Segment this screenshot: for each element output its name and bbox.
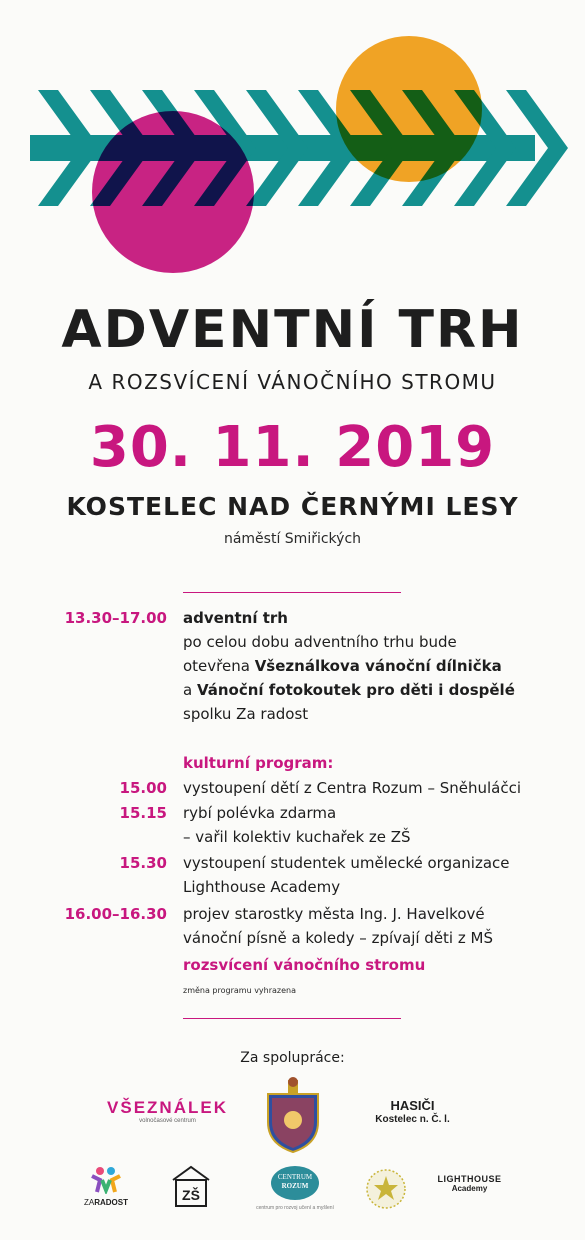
program-item-line: vystoupení dětí z Centra Rozum – Sněhuláčci [183,779,521,797]
hasici-logo-text: HASIČI [390,1098,435,1113]
lighthouse-logo [432,1174,507,1193]
text-span: CENTRUM [277,1173,313,1181]
cultural-program-heading: kulturní program: [183,754,334,772]
program-item-time: 16.00–16.30 [64,905,167,923]
hasici-logo [360,1098,465,1125]
star-badge-icon [365,1168,407,1210]
magenta-circle [92,111,254,273]
program-line [183,678,578,702]
program-item-description [183,801,578,849]
workshop-name: Všeználkova vánoční dílnička [254,657,502,675]
vseznalek-logo-text: VŠEZNÁLEK [107,1098,228,1117]
program-note: změna programu vyhrazena [183,986,297,995]
coat-of-arms-icon [262,1076,324,1154]
centrum-rozum-sub: centrum pro rozvoj učení a myšlení [256,1205,334,1211]
lighthouse-logo-text: LIGHTHOUSE [437,1174,502,1184]
hasici-logo-sub: Kostelec n. Č. l. [375,1114,450,1125]
school-logo-text: ZŠ [182,1187,200,1203]
partners-title: Za spolupráce: [240,1050,345,1066]
school-icon [170,1164,212,1210]
zaradost-logo [80,1166,132,1207]
text-span: ROZUM [281,1182,309,1190]
program-line [183,654,578,678]
program-item-line: vystoupení studentek umělecké organizace [183,854,510,872]
program-item-line: projev starostky města Ing. J. Havelkové [183,905,485,923]
program-item-time: 15.00 [119,779,167,797]
program-item-description [183,902,578,950]
program-item-line: rybí polévka zdarma [183,804,337,822]
lighthouse-logo-sub: Academy [451,1184,488,1193]
program-item-time: 15.30 [119,854,167,872]
event-place: náměstí Smiřických [223,531,362,547]
event-town: KOSTELEC NAD ČERNÝMI LESY [66,492,519,521]
photo-corner-name: Vánoční fotokoutek pro děti i dospělé [196,681,515,699]
program-item-description [183,851,578,899]
program-finale: rozsvícení vánočního stromu [183,956,426,974]
program-item-line: vánoční písně a koledy – zpívají děti z MŠ [183,929,493,947]
text-span: a [183,681,197,699]
divider-bottom [183,1018,401,1019]
header-artwork [0,0,585,290]
event-date: 30. 11. 2019 [89,415,496,480]
text-span: otevřena [183,657,255,675]
program-item-line: Lighthouse Academy [183,878,341,896]
vseznalek-logo [100,1098,235,1124]
program-item-time: 15.15 [119,804,167,822]
zaradost-logo-text [80,1198,132,1207]
orange-circle [336,36,482,182]
event-title: ADVENTNÍ TRH [61,300,524,360]
centrum-rozum-badge [271,1166,319,1200]
program-time: 13.30–17.00 [64,609,167,627]
text-span: ZA [83,1198,95,1207]
program-item-line: – vařil kolektiv kuchařek ze ZŠ [183,828,411,846]
text-span: RADOST [94,1198,128,1207]
program-item-description [183,776,578,800]
vseznalek-logo-sub: volnočasové centrum [139,1118,196,1124]
program-description [183,606,578,726]
program-main-title: adventní trh [183,609,288,627]
divider-top [183,592,401,593]
event-subtitle: A ROZSVÍCENÍ VÁNOČNÍHO STROMU [88,370,497,394]
program-line: spolku Za radost [183,705,309,723]
program-line: po celou dobu adventního trhu bude [183,633,457,651]
centrum-rozum-logo [245,1166,345,1211]
people-icon [80,1166,132,1194]
